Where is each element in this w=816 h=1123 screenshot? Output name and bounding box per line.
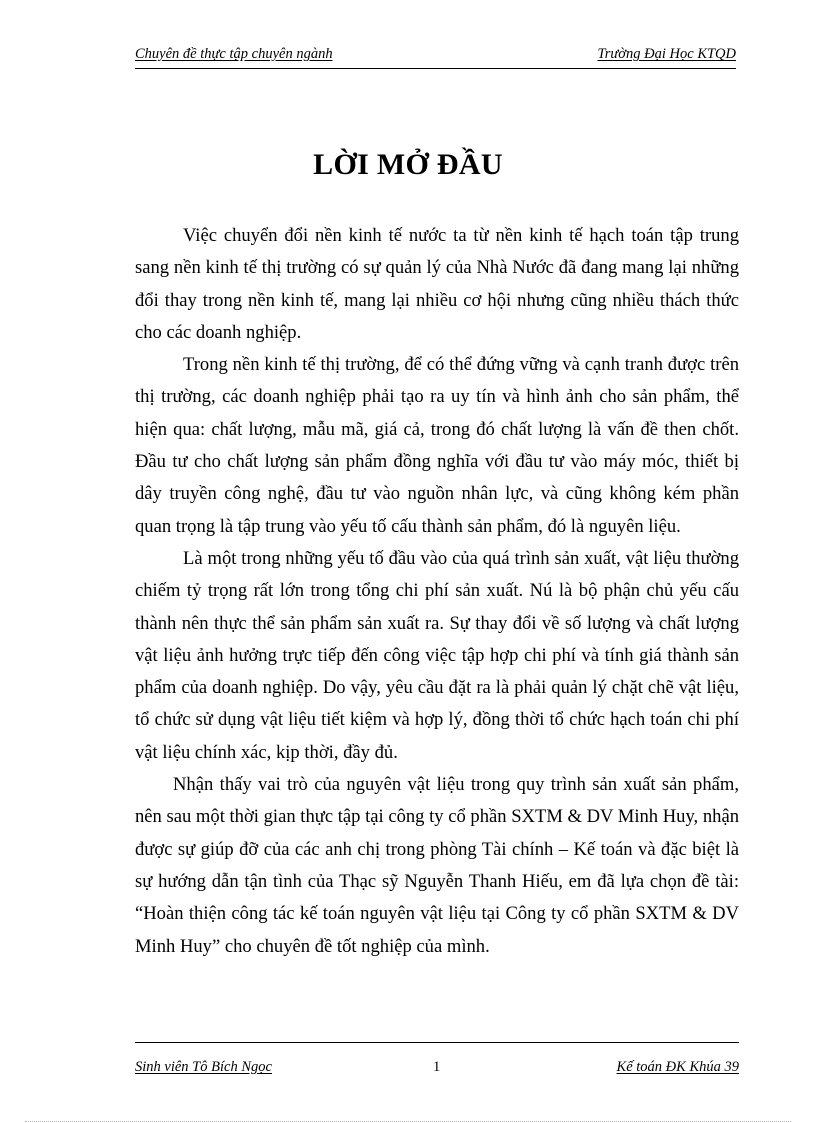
paragraph: Việc chuyển đổi nền kinh tế nước ta từ nền kinh tế hạch toán tập trung sang nền kinh tế thị trường có sự quản lý của Nhà Nước đã đang mang lại những đổi thay trong nền kinh tế, mang lại nhiều cơ hội nhưng cũng nhiều thách thức cho các doanh nghiệp. [135, 225, 739, 343]
header-left-text: Chuyên đề thực tập chuyên ngành [135, 46, 333, 62]
body-text [135, 220, 739, 963]
page-number: 1 [433, 1059, 441, 1075]
footer-left-text: Sinh viên Tô Bích Ngọc [135, 1059, 272, 1075]
header-right-text: Trường Đại Học KTQD [597, 46, 736, 62]
paragraph: Là một trong những yếu tố đầu vào của quá trình sản xuất, vật liệu thường chiếm tỷ trọng rất lớn trong tổng chi phí sản xuất. Nú là bộ phận chủ yếu cấu thành nên thực thể sản phẩm sản xuất ra. Sự thay đổi về số lượng và chất lượng vật liệu ảnh hưởng trực tiếp đến công việc tập hợp chi phí và tính giá thành sản phẩm của doanh nghiệp. Do vậy, yêu cầu đặt ra là phải quản lý chặt chẽ vật liệu, tổ chức sử dụng vật liệu tiết kiệm và hợp lý, đồng thời tổ chức hạch toán chi phí vật liệu chính xác, kịp thời, đầy đủ. [135, 547, 739, 763]
paragraph: Nhận thấy vai trò của nguyên vật liệu trong quy trình sản xuất sản phẩm, nên sau một thời gian thực tập tại công ty cổ phần SXTM & DV Minh Huy, nhận được sự giúp đỡ của các anh chị trong phòng Tài chính – Kế toán và đặc biệt là sự hướng dẫn tận tình của Thạc sỹ Nguyễn Thanh Hiếu, em đã lựa chọn đề tài: “Hoàn thiện công tác kế toán nguyên vật liệu tại Công ty cổ phần SXTM & DV Minh Huy” cho chuyên đề tốt nghiệp của mình. [135, 774, 739, 957]
page-break-divider [25, 1121, 791, 1122]
page-header [135, 46, 736, 69]
page-title: LỜI MỞ ĐẦU [313, 148, 503, 181]
footer-right-text: Kế toán ĐK Khúa 39 [616, 1059, 739, 1075]
page-footer [135, 1042, 739, 1087]
paragraph: Trong nền kinh tế thị trường, để có thể đứng vững và cạnh tranh được trên thị trường, các doanh nghiệp phải tạo ra uy tín và hình ảnh cho sản phẩm, thể hiện qua: chất lượng, mẫu mã, giá cả, trong đó chất lượng là vấn đề then chốt. Đầu tư cho chất lượng sản phẩm đồng nghĩa với đầu tư vào máy móc, thiết bị dây truyền công nghệ, đầu tư vào nguồn nhân lực, và cũng không kém phần quan trọng là tập trung vào yếu tố cấu thành sản phẩm, đó là nguyên liệu. [135, 354, 739, 537]
